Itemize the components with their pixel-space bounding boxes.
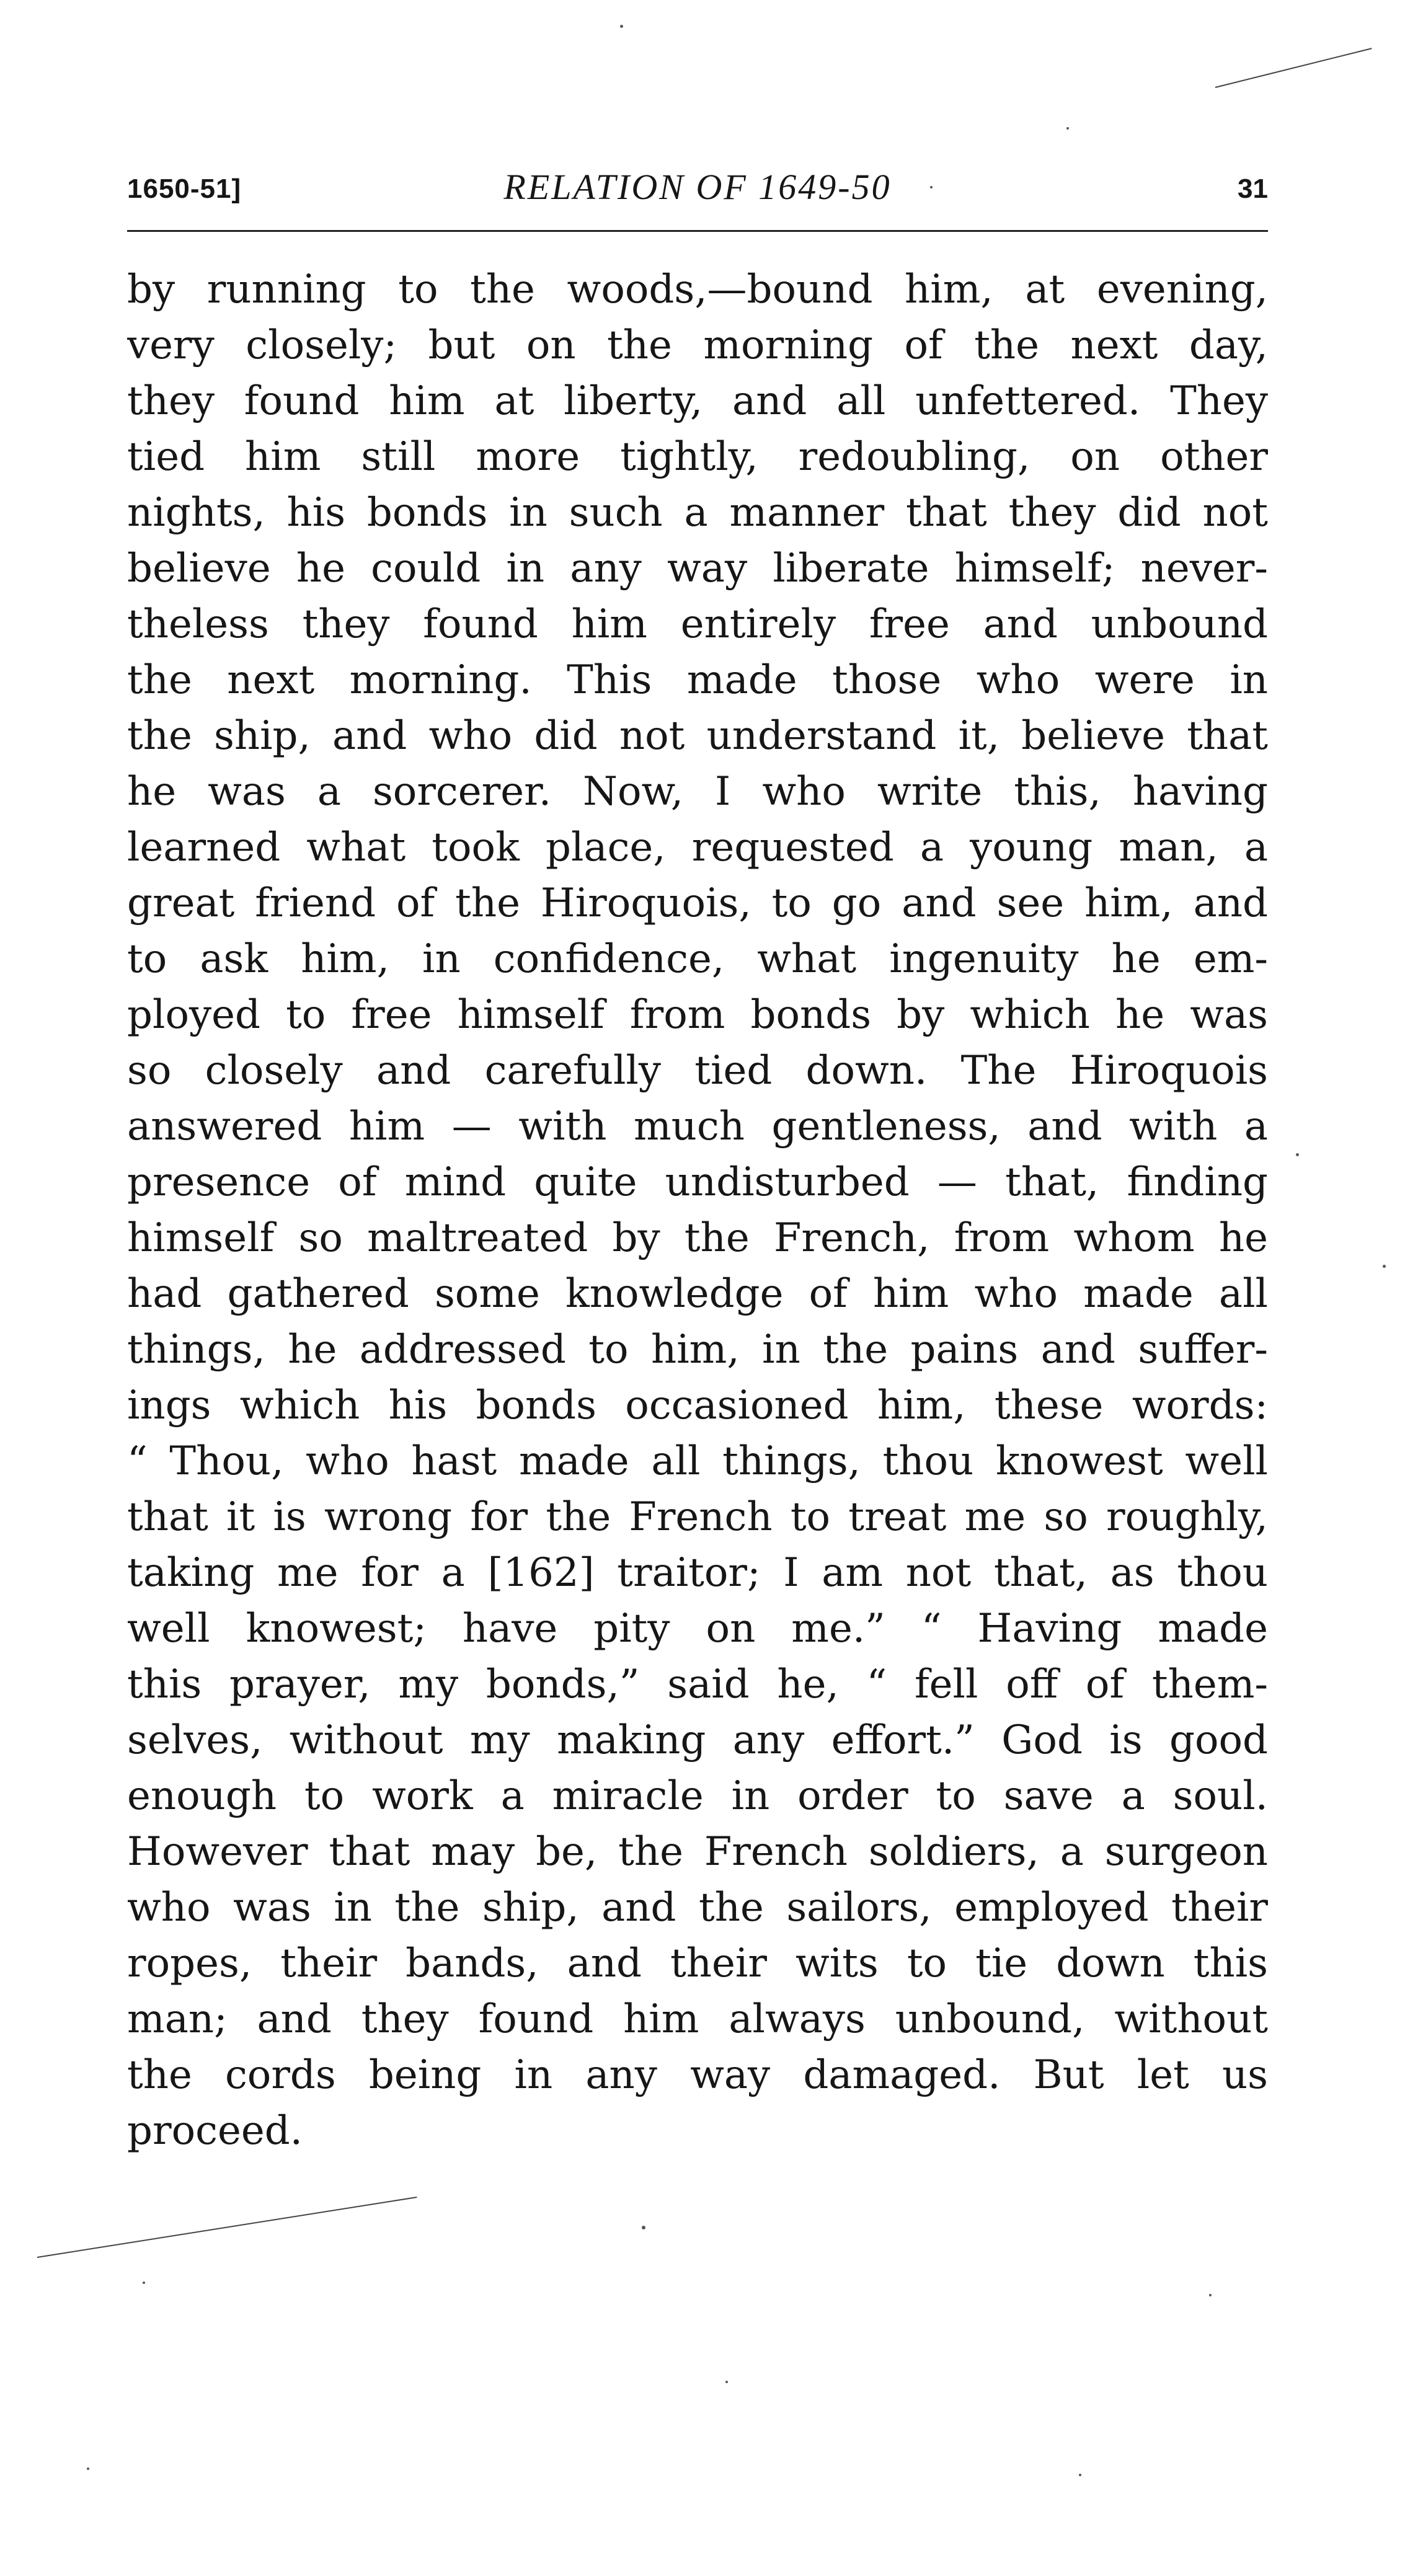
text-line: ropes, their bands, and their wits to tie down this [127, 1941, 1268, 1986]
text-line: man; and they found him always unbound, without [127, 1996, 1268, 2042]
text-line: himself so maltreated by the French, from whom he [127, 1215, 1268, 1261]
text-line: selves, without my making any effort.” God is good [127, 1717, 1268, 1763]
text-line: by running to the woods,—bound him, at evening, [127, 267, 1268, 312]
body-text [127, 262, 1268, 2159]
text-line-last: proceed. [127, 2108, 303, 2154]
text-line: had gathered some knowledge of him who made all [127, 1271, 1268, 1317]
text-line: “ Thou, who hast made all things, thou knowest well [127, 1438, 1268, 1484]
scan-stroke [1215, 48, 1372, 88]
text-line: the cords being in any way damaged. But let us [127, 2052, 1268, 2098]
text-line: However that may be, the French soldiers, a surgeon [127, 1829, 1268, 1875]
text-line: very closely; but on the morning of the next day, [127, 322, 1268, 368]
text-line: things, he addressed to him, in the pains and suffer- [127, 1327, 1268, 1373]
text-line: tied him still more tightly, redoubling, on other [127, 434, 1268, 480]
text-line: theless they found him entirely free and unbound [127, 601, 1268, 647]
running-head-year-range: 1650-51] [127, 174, 242, 204]
text-line: believe he could in any way liberate himself; never- [127, 546, 1268, 591]
text-line: the next morning. This made those who were in [127, 657, 1268, 703]
text-line: well knowest; have pity on me.” “ Having made [127, 1606, 1268, 1652]
text-line: the ship, and who did not understand it, believe that [127, 713, 1268, 759]
text-line: ployed to free himself from bonds by which he was [127, 992, 1268, 1038]
text-line: this prayer, my bonds,” said he, “ fell off of them- [127, 1662, 1268, 1707]
text-line: they found him at liberty, and all unfettered. They [127, 378, 1268, 424]
text-line: great friend of the Hiroquois, to go and see him, and [127, 880, 1268, 926]
text-line: who was in the ship, and the sailors, employed their [127, 1885, 1268, 1931]
text-line: he was a sorcerer. Now, I who write this, having [127, 769, 1268, 815]
header-rule [127, 230, 1268, 232]
text-line: that it is wrong for the French to treat me so roughly, [127, 1494, 1268, 1540]
text-line: nights, his bonds in such a manner that they did not [127, 490, 1268, 536]
text-line: to ask him, in confidence, what ingenuity he em- [127, 936, 1268, 982]
text-line: learned what took place, requested a young man, a [127, 825, 1268, 870]
scan-stroke [37, 2197, 417, 2258]
text-line: presence of mind quite undisturbed — that, finding [127, 1159, 1268, 1205]
text-line: taking me for a [162] traitor; I am not that, as thou [127, 1550, 1268, 1596]
text-line: ings which his bonds occasioned him, these words: [127, 1383, 1268, 1428]
running-head [127, 166, 1268, 216]
running-head-title: RELATION OF 1649-50 [503, 167, 892, 207]
text-line: so closely and carefully tied down. The Hiroquois [127, 1048, 1268, 1094]
text-line: answered him — with much gentleness, and with a [127, 1104, 1268, 1149]
text-line: enough to work a miracle in order to save a soul. [127, 1773, 1268, 1819]
page-number: 31 [1238, 174, 1268, 204]
